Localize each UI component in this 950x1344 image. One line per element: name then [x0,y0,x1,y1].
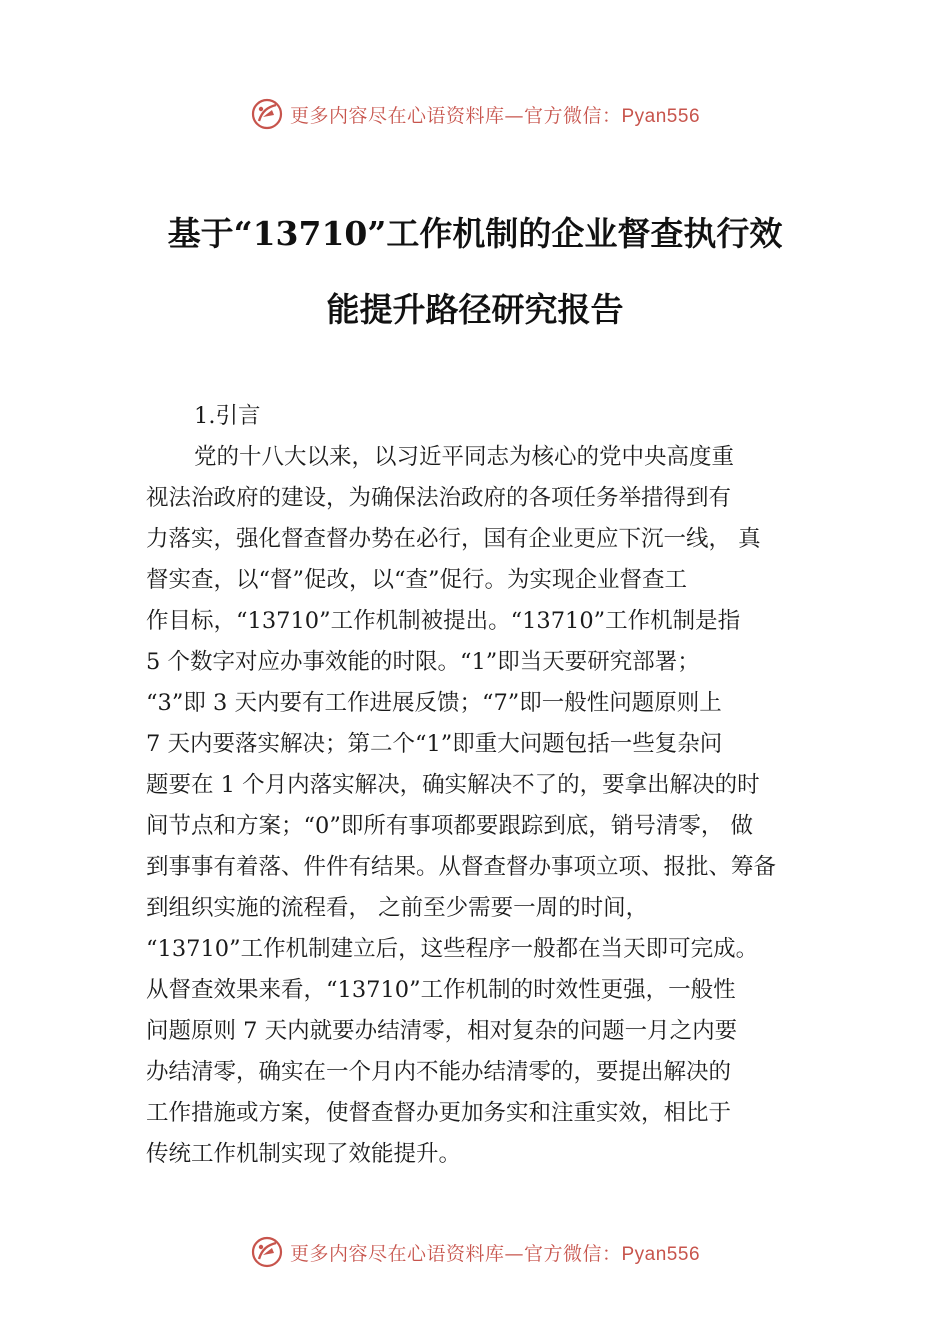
document-body [146,396,836,1175]
banner-label: 更多内容尽在心语资料库—官方微信： [289,1242,622,1265]
title-line-1: 基于“13710”工作机制的企业督查执行效 [167,214,783,253]
paragraph-line: 党的十八大以来，以习近平同志为核心的党中央高度重 [194,444,735,470]
paragraph-line: 7 天内要落实解决；第二个“1”即重大问题包括一些复杂问 [146,731,723,757]
paragraph-line: 视法治政府的建设，为确保法治政府的各项任务举措得到有 [146,485,732,511]
paragraph-line: 问题原则 7 天内就要办结清零，相对复杂的问题一月之内要 [146,1018,738,1044]
banner-label: 更多内容尽在心语资料库—官方微信： [289,104,622,127]
paragraph-line: 到组织实施的流程看， 之前至少需要一周的时间， [146,895,649,921]
banner-wechat-id: Pyan556 [621,1243,701,1265]
banner-text [290,1239,700,1266]
header-banner [0,94,950,134]
paragraph-line: 从督查效果来看，“13710”工作机制的时效性更强，一般性 [146,977,736,1003]
paragraph-line: “13710”工作机制建立后，这些程序一般都在当天即可完成。 [146,936,759,962]
paragraph-line: 作目标，“13710”工作机制被提出。“13710”工作机制是指 [146,608,741,634]
title-line-2: 能提升路径研究报告 [326,290,624,329]
logo-icon [250,97,284,131]
paragraph-line: 题要在 1 个月内落实解决，确实解决不了的，要拿出解决的时 [146,772,760,798]
paragraph-line: 办结清零，确实在一个月内不能办结清零的，要提出解决的 [146,1059,732,1085]
paragraph-line: “3”即 3 天内要有工作进展反馈；“7”即一般性问题原则上 [146,690,722,716]
footer-banner [0,1232,950,1272]
paragraph-line: 5 个数字对应办事效能的时限。“1”即当天要研究部署； [146,649,700,675]
paragraph-line: 间节点和方案；“0”即所有事项都要跟踪到底，销号清零， 做 [146,813,753,839]
section-heading: 1.引言 [194,403,261,429]
document-title [0,196,950,348]
banner-wechat-id: Pyan556 [621,105,701,127]
logo-icon [250,1235,284,1269]
paragraph-line: 到事事有着落、件件有结果。从督查督办事项立项、报批、筹备 [146,854,777,880]
paragraph-line: 力落实，强化督查督办势在必行，国有企业更应下沉一线， 真 [146,526,761,552]
paragraph-line: 工作措施或方案，使督查督办更加务实和注重实效，相比于 [146,1100,732,1126]
banner-text [290,101,700,128]
paragraph-line: 督实查，以“督”促改，以“查”促行。为实现企业督查工 [146,567,688,593]
paragraph-line: 传统工作机制实现了效能提升。 [146,1141,462,1167]
